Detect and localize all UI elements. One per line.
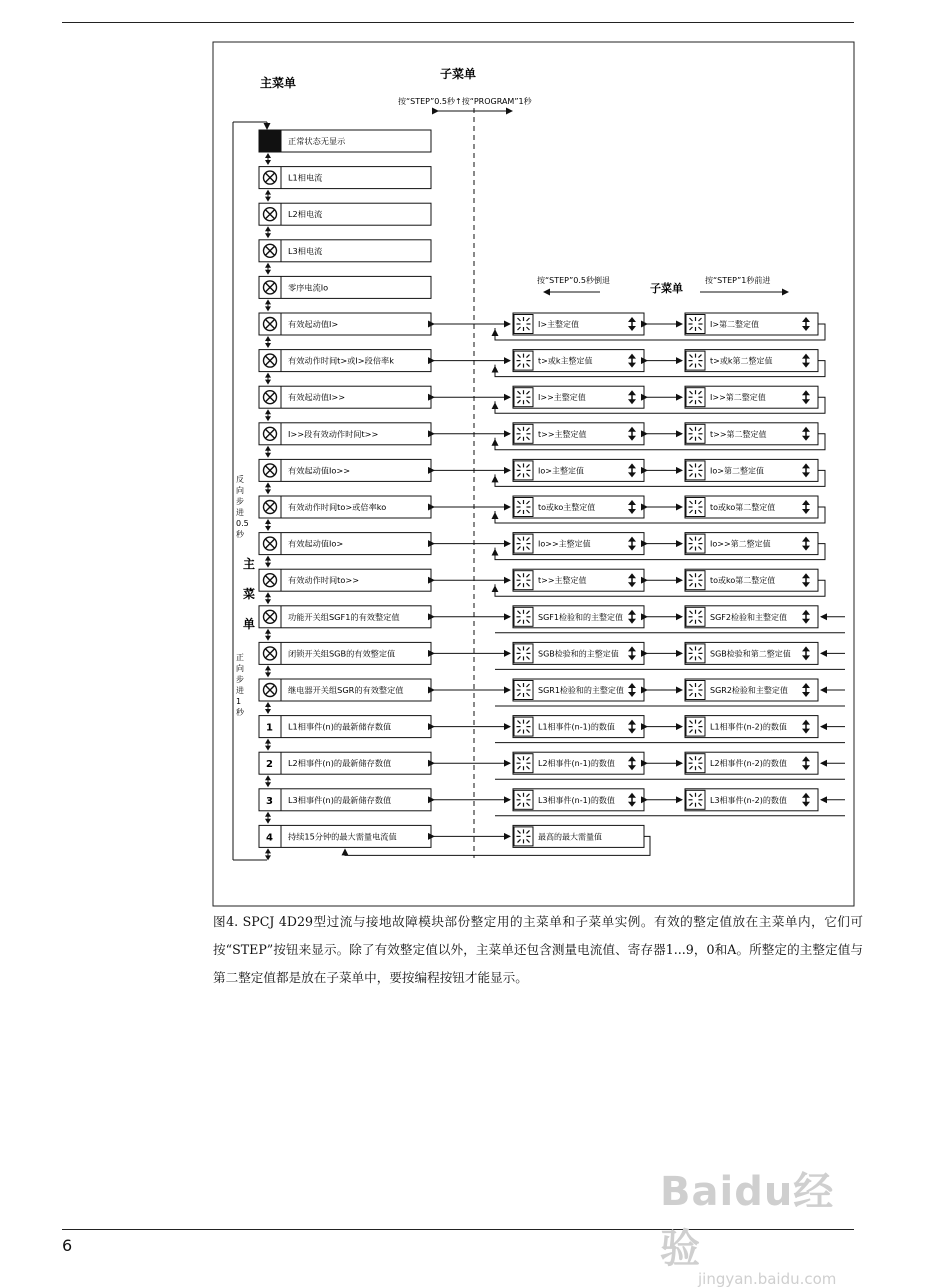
sub2-label: t>>第二整定值 xyxy=(710,429,767,439)
main-menu-vertical-char: 主 xyxy=(243,557,256,571)
step-arrow-icon xyxy=(265,336,271,341)
sub1-label: Io>主整定值 xyxy=(538,466,584,476)
sub-back-label: 按“STEP”0.5秒倒退 xyxy=(537,276,611,285)
main-menu-vertical-char: 菜 xyxy=(243,587,256,601)
menu-row xyxy=(259,130,431,165)
sub1-label: Io>>主整定值 xyxy=(538,539,591,549)
menu-row xyxy=(259,789,845,824)
step-arrow-icon xyxy=(265,153,271,158)
main-menu-label: L3相电流 xyxy=(288,245,323,256)
main-menu-label: 功能开关组SGF1的有效整定值 xyxy=(288,611,400,622)
sub1-label: I>主整定值 xyxy=(538,320,580,329)
main-menu-label: 有效起动值I> xyxy=(288,319,339,329)
reverse-step-char: 进 xyxy=(236,508,244,517)
main-menu-label: 有效动作时间to>> xyxy=(288,575,360,586)
sub1-label: SGR1检验和的主整定值 xyxy=(538,686,624,695)
sub2-label: SGR2检验和主整定值 xyxy=(710,686,788,695)
main-menu-label: L3相事件(n)的最新储存数值 xyxy=(288,794,392,805)
step-arrow-icon xyxy=(265,190,271,195)
main-menu-label: 正常状态无显示 xyxy=(288,136,346,146)
sub-header-title: 子菜单 xyxy=(650,282,683,295)
menu-row xyxy=(259,459,825,494)
main-menu-label: 持续15分钟的最大需量电流值 xyxy=(288,831,397,842)
sub2-label: L3相事件(n-2)的数值 xyxy=(710,795,787,805)
sub1-label: SGF1检验和的主整定值 xyxy=(538,612,623,622)
sub1-label: t>>主整定值 xyxy=(538,429,587,439)
step-arrow-icon xyxy=(265,739,271,744)
step-arrow-icon xyxy=(265,373,271,378)
reverse-step-char: 秒 xyxy=(236,530,244,539)
main-menu-label: 有效动作时间t>或I>段倍率k xyxy=(288,355,394,366)
main-menu-label: I>>段有效动作时间t>> xyxy=(288,428,379,439)
menu-row xyxy=(259,240,431,275)
menu-row xyxy=(259,642,845,677)
main-menu-box xyxy=(259,203,431,225)
sub2-label: to或ko第二整定值 xyxy=(710,503,776,512)
main-menu-label: 有效起动值I>> xyxy=(288,392,346,403)
sub1-label: I>>主整定值 xyxy=(538,393,586,403)
step-arrow-icon xyxy=(265,299,271,304)
menu-row xyxy=(259,350,825,385)
forward-step-char: 秒 xyxy=(236,708,244,717)
page-number: 6 xyxy=(62,1236,73,1255)
menu-row xyxy=(259,167,431,202)
reverse-step-char: 步 xyxy=(236,497,244,506)
main-menu-vertical-char: 单 xyxy=(243,617,256,631)
step-arrow-icon xyxy=(265,629,271,634)
sub1-label: 最高的最大需量值 xyxy=(538,832,602,842)
sub1-label: L1相事件(n-1)的数值 xyxy=(538,722,615,732)
sub1-label: L3相事件(n-1)的数值 xyxy=(538,795,615,805)
step-arrow-icon xyxy=(265,775,271,780)
register-number: 1 xyxy=(266,722,273,734)
step-arrow-icon xyxy=(265,812,271,817)
watermark-url: jingyan.baidu.com xyxy=(698,1270,837,1288)
sub2-label: Io>>第二整定值 xyxy=(710,539,771,549)
menu-row xyxy=(259,825,650,860)
menu-row xyxy=(259,423,825,458)
menu-row xyxy=(259,533,825,568)
main-menu-box xyxy=(259,240,431,262)
main-menu-box xyxy=(259,276,431,298)
menu-row xyxy=(259,716,845,751)
sub1-label: to或ko主整定值 xyxy=(538,503,596,512)
sub1-label: t>>主整定值 xyxy=(538,576,587,586)
sub2-label: Io>第二整定值 xyxy=(710,466,764,476)
main-menu-label: 闭锁开关组SGB的有效整定值 xyxy=(288,648,396,659)
sub-fwd-label: 按“STEP”1秒前进 xyxy=(705,276,771,285)
main-menu-label: 零序电流Io xyxy=(288,282,329,293)
sub1-label: SGB检验和的主整定值 xyxy=(538,649,619,659)
step-arrow-icon xyxy=(265,446,271,451)
menu-row xyxy=(259,313,825,348)
sub1-label: L2相事件(n-1)的数值 xyxy=(538,759,615,769)
main-menu-label: L1相电流 xyxy=(288,172,323,183)
forward-step-char: 进 xyxy=(236,686,244,695)
main-menu-label: L2相事件(n)的最新储存数值 xyxy=(288,758,392,769)
reverse-step-char: 0.5 xyxy=(236,519,249,528)
main-menu-label: 有效动作时间to>或倍率ko xyxy=(288,502,387,512)
menu-row xyxy=(259,276,431,311)
menu-row xyxy=(259,386,825,421)
menu-row xyxy=(259,496,825,531)
main-menu-box xyxy=(259,167,431,189)
main-menu-title: 主菜单 xyxy=(260,76,297,90)
sub1-label: t>或k主整定值 xyxy=(538,356,593,366)
sub2-label: L2相事件(n-2)的数值 xyxy=(710,759,787,769)
sub2-label: SGB检验和第二整定值 xyxy=(710,649,791,659)
sub2-label: L1相事件(n-2)的数值 xyxy=(710,722,787,732)
menu-row xyxy=(259,569,825,604)
forward-step-char: 向 xyxy=(236,664,244,673)
sub-menu-title: 子菜单 xyxy=(440,67,477,81)
reverse-step-char: 向 xyxy=(236,486,244,495)
sub2-label: I>第二整定值 xyxy=(710,320,760,329)
main-menu-label: 继电器开关组SGR的有效整定值 xyxy=(288,685,404,695)
menu-row xyxy=(259,203,431,238)
sub2-label: to或ko第二整定值 xyxy=(710,576,776,586)
step-arrow-icon xyxy=(265,665,271,670)
menu-row xyxy=(259,679,845,714)
main-menu-label: L2相电流 xyxy=(288,209,323,220)
blank-display-icon xyxy=(259,130,281,152)
menu-row xyxy=(259,752,845,787)
main-menu-label: 有效起动值Io> xyxy=(288,538,344,549)
main-menu-box xyxy=(259,313,431,335)
register-number: 4 xyxy=(266,832,273,844)
forward-step-char: 正 xyxy=(236,653,244,662)
step-arrow-icon xyxy=(265,409,271,414)
register-number: 3 xyxy=(266,795,273,807)
watermark-brand: Baidu经验 xyxy=(660,1169,835,1272)
main-menu-label: 有效起动值Io>> xyxy=(288,465,351,476)
baidu-watermark xyxy=(660,1160,860,1288)
step-arrow-icon xyxy=(265,556,271,561)
step-arrow-icon xyxy=(265,263,271,268)
menu-row xyxy=(259,606,845,641)
sub2-label: I>>第二整定值 xyxy=(710,393,766,403)
sub2-label: t>或k第二整定值 xyxy=(710,356,773,366)
reverse-step-char: 反 xyxy=(236,475,244,484)
sub2-label: SGF2检验和主整定值 xyxy=(710,612,787,622)
step-arrow-icon xyxy=(265,592,271,597)
forward-step-char: 步 xyxy=(236,675,244,684)
main-menu-label: L1相事件(n)的最新储存数值 xyxy=(288,721,392,732)
step-arrow-icon xyxy=(265,702,271,707)
figure-caption: 图4. SPCJ 4D29型过流与接地故障模块部份整定用的主菜单和子菜单实例。有效的整定值放在主菜单内，它们可按“STEP”按钮来显示。除了有效整定值以外，主菜单还包含测量电流值、寄存器1...9，0和A。所整定的主整定值与第二整定值都是放在子菜单中，要按编程按钮才能显示。 xyxy=(213,914,863,985)
step-arrow-icon xyxy=(265,226,271,231)
main-menu-box xyxy=(259,533,431,555)
forward-step-char: 1 xyxy=(236,697,242,706)
step-hint: 按“STEP”0.5秒↑按“PROGRAM”1秒 xyxy=(398,97,532,106)
step-arrow-icon xyxy=(265,519,271,524)
step-arrow-icon xyxy=(265,482,271,487)
register-number: 2 xyxy=(266,759,273,771)
